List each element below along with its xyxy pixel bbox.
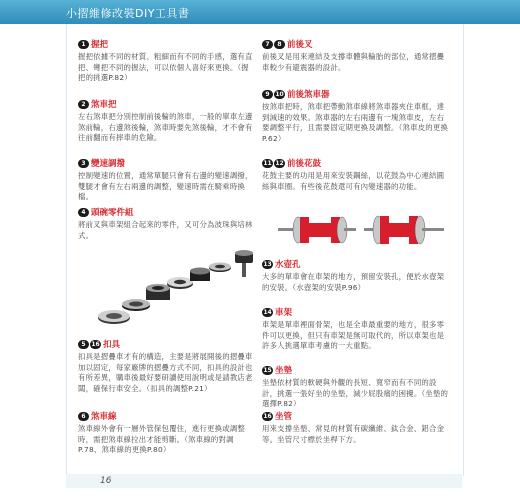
headset-part <box>190 268 210 282</box>
headset-part <box>235 250 253 277</box>
entry-title: 車架 <box>275 308 293 318</box>
entry-headset <box>78 206 254 241</box>
number-badge: 13 <box>263 260 272 268</box>
entry-text: 按煞車把時，煞車把帶動煞車線將煞車器夾住車框，達到減速的效果。煞車器的左右兩邊有一塊煞車皮，左右要調整平行，且需要固定期更換及調整。（煞車皮的更換P.62） <box>262 102 449 143</box>
rear-hub <box>364 216 444 244</box>
entry-text: 用來支撐坐墊、常見的材質有碳纖維、鈦合金、鋁合金等。坐管尺寸標於坐桿下方。 <box>262 424 445 444</box>
number-badge: 11 <box>263 159 272 167</box>
entry-title: 握把 <box>91 40 109 50</box>
entry-brake-cable <box>78 410 254 456</box>
book-title: 小摺維修改裝DIY工具書 <box>66 7 190 20</box>
number-badge: 14 <box>263 308 272 316</box>
entry-title: 煞車線 <box>91 412 117 422</box>
entry-shifter <box>78 157 254 203</box>
entry-text: 前後叉是用來連結及支撐車體與輪胎的部位，通常摺疊車較少有避震器的設計。 <box>262 52 445 72</box>
number-badge: 8 <box>274 40 285 49</box>
entry-title: 坐管 <box>275 412 293 422</box>
headset-part <box>98 310 130 324</box>
number-badge: 16 <box>263 412 272 420</box>
entry-bottle-mount <box>262 258 450 293</box>
entry-text: 車架是單車裡面骨架，也是全車最重要的地方，很多零件可以更換，但只有車架是無可取代的，所以車架也是許多人挑選單車考慮的一大重點。 <box>262 320 445 351</box>
entry-text: 左右煞車把分別控制前後輪的煞車，一般的單車左邊煞前輪，右邊煞後輪，煞車時要先煞後輪，才不會有往前翻而有摔車的危險。 <box>78 112 253 143</box>
entry-title: 頭碗零件組 <box>91 208 134 218</box>
entry-brake-lever <box>78 98 254 144</box>
front-hub <box>278 217 356 243</box>
entry-frame <box>262 306 450 352</box>
number-badge: 15 <box>263 366 272 374</box>
entry-title: 前後煞車器 <box>287 90 330 100</box>
headset-part <box>146 284 170 300</box>
number-badge: 2 <box>78 100 89 109</box>
headset-part <box>167 277 193 289</box>
entry-text: 將前叉與車架組合起來的零件，又可分為波珠與培林式。 <box>78 220 253 240</box>
entry-seatpost <box>262 410 450 445</box>
entry-clamp <box>78 338 254 394</box>
entry-saddle <box>262 364 450 410</box>
entry-text: 握把依據不同的材質、粗細而有不同的手感，選有直把、彎把不同的握法，可以依個人喜好來更換。（握把的挑選P.82） <box>78 52 253 83</box>
entry-text: 花鼓主要的功用是用來安裝鋼絲，以花鼓為中心連結圓絲與車圈。有些後花鼓還可有內變速器的功能。 <box>262 171 445 191</box>
entry-title: 水壺孔 <box>275 260 301 270</box>
entry-title: 煞車把 <box>91 100 117 110</box>
entry-title: 前後叉 <box>287 40 313 50</box>
number-badge: 5 <box>78 340 89 349</box>
number-badge: 6 <box>78 412 89 421</box>
number-badge: 12 <box>275 159 284 167</box>
headset-part <box>209 263 231 273</box>
number-badge: 9 <box>262 90 273 99</box>
number-badge: 4 <box>78 208 89 217</box>
page-header <box>0 0 520 24</box>
entry-text: 扣具是摺疊車才有的構造，主要是將展開後的摺疊車加以固定，每家廠牌的摺疊方式不同，扣具的設計也有所差異，購車後最好要研讀使用說明或是請教店老闆，確保行車安全。（扣具的調整P.21） <box>78 352 253 393</box>
entry-text: 大多的單車會在車架的地方，預留安裝孔，便於水壺架的安裝。（水壺架的安裝P.96） <box>262 272 445 292</box>
number-badge: 10 <box>275 90 284 98</box>
page-number: 16 <box>100 476 112 486</box>
entry-title: 扣具 <box>103 340 121 350</box>
number-badge: 1 <box>78 40 89 49</box>
page-footer <box>66 474 462 488</box>
headset-parts-illustration <box>96 246 264 334</box>
entry-text: 煞車線外會有一層外管保包覆住，進行更換或調整時，需把煞車線拉出才能剪斷。（煞車線的對調P.78、煞車線的更換P.80） <box>78 424 245 455</box>
entry-brakes <box>262 88 450 144</box>
hubs-illustration <box>276 200 446 260</box>
number-badge: 3 <box>78 159 89 168</box>
number-badge: 16 <box>91 340 100 348</box>
headset-part <box>122 299 150 311</box>
entry-text: 控制變速的位置，通常單腿只會有右邊的變速調撥，雙腿才會有左右兩邊的調整，變速時需在騎乘時換檔。 <box>78 171 253 202</box>
entry-title: 前後花鼓 <box>287 159 322 169</box>
number-badge: 7 <box>262 40 273 49</box>
entry-fork <box>262 38 450 73</box>
entry-title: 坐墊 <box>275 366 293 376</box>
entry-title: 變速調撥 <box>91 159 126 169</box>
entry-grip <box>78 38 254 84</box>
entry-hubs <box>262 157 450 192</box>
entry-text: 坐墊依材質的軟硬與外觀的長短、寬窄而有不同的設計，挑選一張好坐的坐墊，減少屁股痛的困擾。（坐墊的選擇P.82） <box>262 378 449 409</box>
